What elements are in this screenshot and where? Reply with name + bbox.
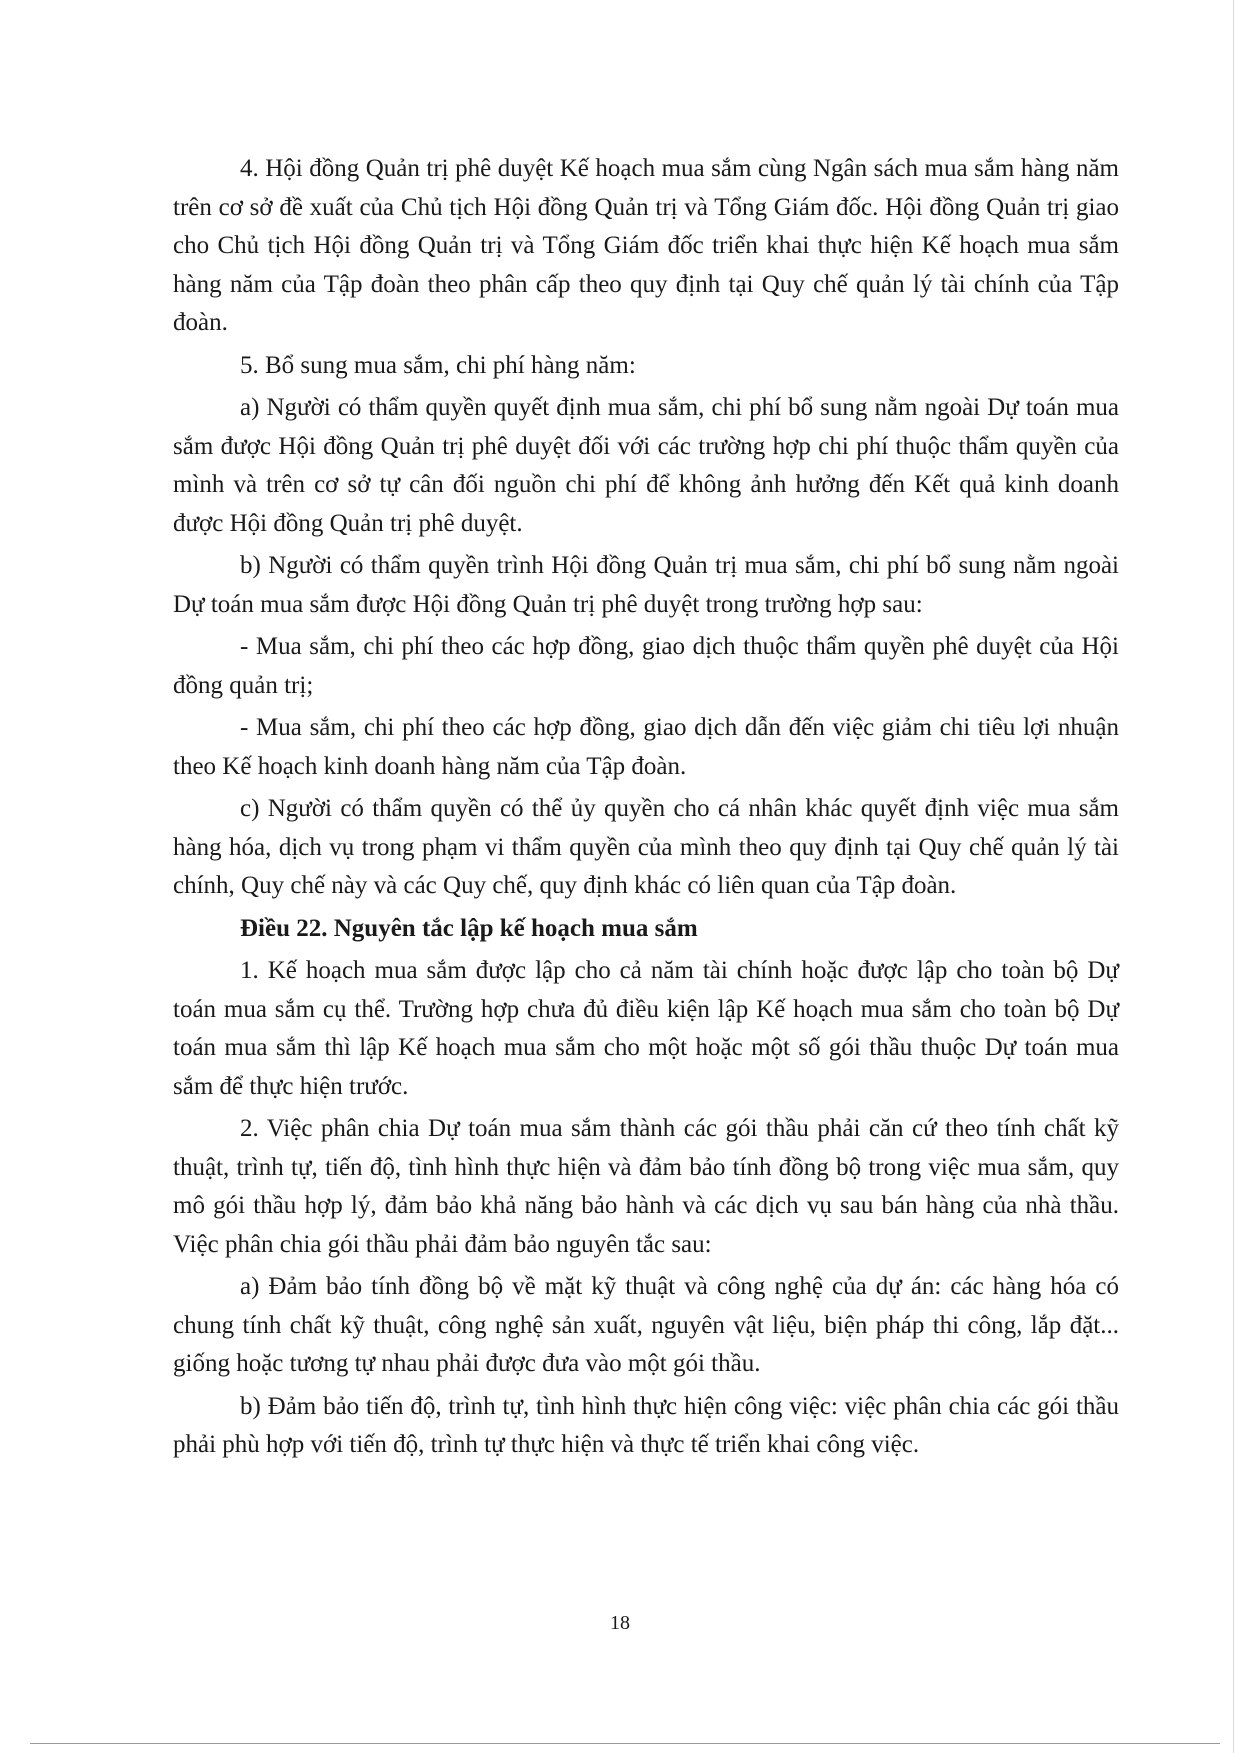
article-paragraph-2: 2. Việc phân chia Dự toán mua sắm thành các gói thầu phải căn cứ theo tính chất kỹ thuật, trình tự, tiến độ, tình hình thực hiện và đảm bảo tính đồng bộ trong việc mua sắm, quy mô gói thầu hợp lý, đảm bảo khả năng bảo hành và các dịch vụ sau bán hàng của nhà thầu. Việc phân chia gói thầu phải đảm bảo nguyên tắc sau: (173, 1115, 1119, 1258)
scan-bottom-edge (30, 1743, 1220, 1744)
article-paragraph-2a: a) Đảm bảo tính đồng bộ về mặt kỹ thuật và công nghệ của dự án: các hàng hóa có chung tính chất kỹ thuật, công nghệ sản xuất, nguyên vật liệu, biện pháp thi công, lắp đặt... giống hoặc tương tự nhau phải được đưa vào một gói thầu. (173, 1273, 1119, 1377)
paragraph-item-4: 4. Hội đồng Quản trị phê duyệt Kế hoạch mua sắm cùng Ngân sách mua sắm hàng năm trên cơ sở đề xuất của Chủ tịch Hội đồng Quản trị và Tổng Giám đốc. Hội đồng Quản trị giao cho Chủ tịch Hội đồng Quản trị và Tổng Giám đốc triển khai thực hiện Kế hoạch mua sắm hàng năm của Tập đoàn theo phân cấp theo quy định tại Quy chế quản lý tài chính của Tập đoàn. (173, 155, 1119, 336)
article-paragraph-1: 1. Kế hoạch mua sắm được lập cho cả năm tài chính hoặc được lập cho toàn bộ Dự toán mua sắm cụ thể. Trường hợp chưa đủ điều kiện lập Kế hoạch mua sắm cho toàn bộ Dự toán mua sắm thì lập Kế hoạch mua sắm cho một hoặc một số gói thầu thuộc Dự toán mua sắm để thực hiện trước. (173, 957, 1119, 1100)
document-body (173, 150, 1119, 1469)
paragraph-item-5a: a) Người có thẩm quyền quyết định mua sắm, chi phí bổ sung nằm ngoài Dự toán mua sắm được Hội đồng Quản trị phê duyệt đối với các trường hợp chi phí thuộc thẩm quyền của mình và trên cơ sở tự cân đối nguồn chi phí để không ảnh hưởng đến Kết quả kinh doanh được Hội đồng Quản trị phê duyệt. (173, 394, 1119, 537)
page-number: 18 (610, 1612, 630, 1634)
paragraph-item-5c: c) Người có thẩm quyền có thể ủy quyền cho cá nhân khác quyết định việc mua sắm hàng hóa, dịch vụ trong phạm vi thẩm quyền của mình theo quy định tại Quy chế quản lý tài chính, Quy chế này và các Quy chế, quy định khác có liên quan của Tập đoàn. (173, 795, 1119, 899)
paragraph-item-5: 5. Bổ sung mua sắm, chi phí hàng năm: (240, 351, 636, 379)
paragraph-item-5b: b) Người có thẩm quyền trình Hội đồng Quản trị mua sắm, chi phí bổ sung nằm ngoài Dự toán mua sắm được Hội đồng Quản trị phê duyệt trong trường hợp sau: (173, 552, 1119, 618)
article-paragraph-2b: b) Đảm bảo tiến độ, trình tự, tình hình thực hiện công việc: việc phân chia các gói thầu phải phù hợp với tiến độ, trình tự thực hiện và thực tế triển khai công việc. (173, 1392, 1119, 1458)
article-heading: Điều 22. Nguyên tắc lập kế hoạch mua sắm (240, 914, 698, 942)
scan-right-edge (1233, 0, 1234, 1753)
paragraph-bullet-1: - Mua sắm, chi phí theo các hợp đồng, giao dịch thuộc thẩm quyền phê duyệt của Hội đồng quản trị; (173, 633, 1119, 699)
paragraph-bullet-2: - Mua sắm, chi phí theo các hợp đồng, giao dịch dẫn đến việc giảm chi tiêu lợi nhuận theo Kế hoạch kinh doanh hàng năm của Tập đoàn. (173, 714, 1119, 780)
